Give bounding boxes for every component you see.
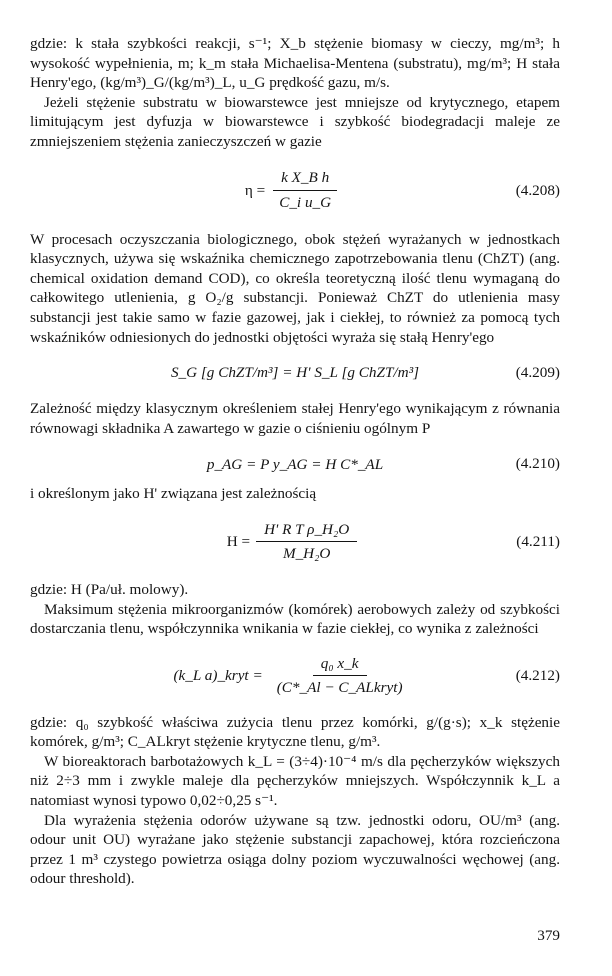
equation-4-212 xyxy=(30,645,560,707)
equation-4-211-fraction xyxy=(256,520,357,564)
paragraph-henry-relation: Zależność między klasycznym określeniem stałej Henry'ego wynikającym z równania równowagi składnika A zawartego w gazie o ciśnieniu ogólnym P xyxy=(30,400,560,437)
equation-4-211-numerator: H' R T ρ_H₂O xyxy=(256,520,357,543)
equation-4-210 xyxy=(30,450,560,478)
equation-4-208-number: (4.208) xyxy=(515,181,560,199)
paragraph-cod: W procesach oczyszczania biologicznego, obok stężeń wyrażanych w jednostkach klasycznych, używa się wskaźnika chemicznego zapotrzebowania tlenu (ChZT) (ang. chemical oxidation demand COD), co określa teoretyczną ilość tlenu wymaganą do całkowitego utlenienia, g O₂/g substancji. Ponieważ ChZT do utlenienia masy substancji jest takie samo w fazie gazowej, jak i ciekłej, to również za pomocą tych wskaźników odniesionych do jednostki objętości wyraża się stałą Henry'ego xyxy=(30,230,560,346)
equation-4-208-numerator: k X_B h xyxy=(273,168,337,191)
equation-4-212-denominator: (C*_Al − C_ALkryt) xyxy=(276,679,403,697)
equation-4-208-denominator: C_i u_G xyxy=(279,194,332,212)
equation-4-212-fraction xyxy=(269,654,411,698)
equation-4-208-lhs: η = xyxy=(244,181,266,199)
paragraph-odour-units: Dla wyrażenia stężenia odorów używane są tzw. jednostki odoru, OU/m³ (ang. odour unit OU) wyrażane jako stężenie substancji zapachowej, która rozcieńczona przez 1 m³ czystego powietrza osiąga dolny poziom wyczuwalności węchowej (ang. odour threshold). xyxy=(30,811,560,888)
equation-4-208-fraction xyxy=(271,168,339,212)
equation-4-211-denominator: M_H₂O xyxy=(282,545,331,563)
paragraph-maximum: Maksimum stężenia mikroorganizmów (komórek) aerobowych zależy od szybkości dostarczania tlenu, współczynnika wnikania w fazie ciekłej, co wynika z zależności xyxy=(30,600,560,638)
equation-4-210-number: (4.210) xyxy=(515,455,560,473)
equation-4-211 xyxy=(30,510,560,574)
definitions-line-1: gdzie: k stała szybkości reakcji, s⁻¹; X_b stężenie biomasy w cieczy, mg/m³; xyxy=(30,35,545,52)
equation-4-209-number: (4.209) xyxy=(515,364,560,382)
paragraph-h-units: gdzie: H (Pa/uł. molowy). xyxy=(30,580,189,598)
paragraph-definitions xyxy=(30,34,560,93)
paragraph-diffusion: Jeżeli stężenie substratu w biowarstewce jest mniejsze od krytycznego, etapem limitującym jest dyfuzja w biowarstewce i szybkość biodegradacji maleje ze zmniejszeniem stężenia zanieczyszczeń w gazie xyxy=(30,93,560,150)
page-number: 379 xyxy=(537,927,560,944)
equation-4-211-lhs: H = xyxy=(226,533,251,551)
equation-4-212-number: (4.212) xyxy=(515,666,560,684)
equation-4-208 xyxy=(30,158,560,224)
equation-4-211-number: (4.211) xyxy=(516,533,560,551)
paragraph-defined-as: i określonym jako H' związana jest zależnością xyxy=(30,485,317,503)
paragraph-bioreactors: W bioreaktorach barbotażowych k_L = (3÷4)·10⁻⁴ m/s dla pęcherzyków większych niż 2÷3 mm i zwykle maleje dla pęcherzyków mniejszych. Współczynnik k_L a natomiast wynosi typowo 0,02÷0,25 s⁻¹. xyxy=(30,752,560,810)
equation-4-209 xyxy=(30,359,560,387)
equation-4-212-numerator: q₀ x_k xyxy=(313,654,367,677)
equation-4-210-body: p_AG = P y_AG = H C*_AL xyxy=(206,455,384,473)
definitions-line-3: H stała Henry'ego, (kg/m³)_G/(kg/m³)_L, u_G prędkość gazu, m/s. xyxy=(30,54,561,92)
equation-4-212-lhs: (k_L a)_kryt = xyxy=(173,666,263,684)
paragraph-q0-definitions: gdzie: q₀ szybkość właściwa zużycia tlenu przez komórki, g/(g·s); x_k stężenie komórek, g/m³; C_ALkryt stężenie krytyczne tlenu, g/m³. xyxy=(30,713,560,751)
definitions-line-2: h wysokość wypełnienia, m; k_m stała Michaelisa-Mentena (substratu), mg/m³; xyxy=(30,35,561,72)
equation-4-209-body: S_G [g ChZT/m³] = H' S_L [g ChZT/m³] xyxy=(170,364,420,382)
